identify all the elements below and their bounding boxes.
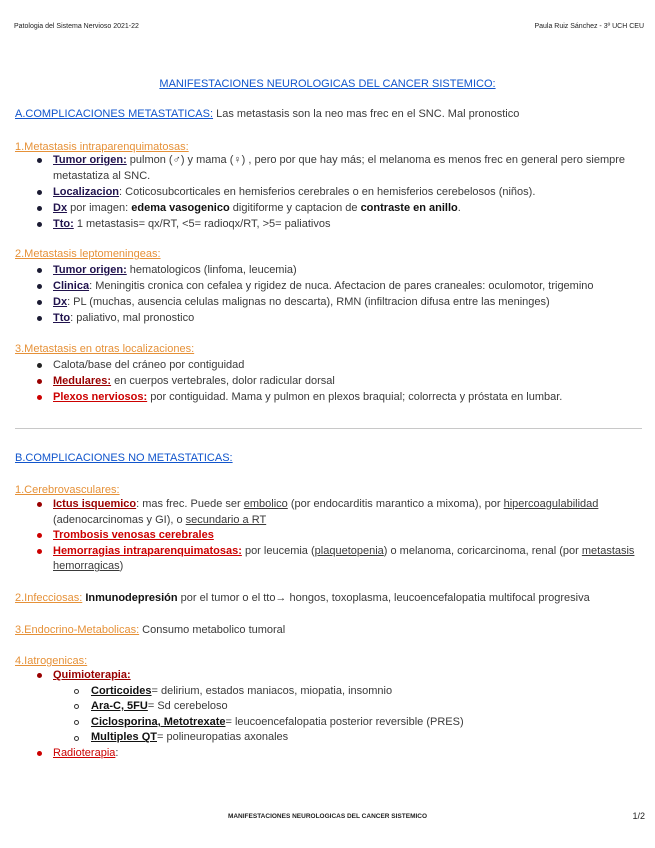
otras-localizaciones-list: [0, 357, 645, 405]
item-bold-text: edema vasogenico: [131, 202, 230, 214]
item-text: por imagen:: [67, 202, 132, 214]
item-label: Trombosis venosas cerebrales: [53, 529, 214, 542]
list-item: [0, 310, 645, 326]
list-item: [0, 746, 645, 762]
item-text: : mas frec. Puede ser: [136, 498, 244, 510]
item-text: por contiguidad. Mama y pulmon en plexos braquial; colorrecta y próstata en lumbar.: [147, 391, 563, 403]
item-text: por leucemia (: [241, 544, 315, 557]
item-underlined-text: hipercoagulabilidad: [503, 498, 599, 510]
list-item: [0, 278, 645, 294]
subitem-label: Multiples QT: [91, 731, 157, 744]
subitem-label: Ara-C, 5FU: [91, 700, 148, 713]
list-item: [0, 373, 645, 389]
leptomeningeas-heading: 2.Metastasis leptomeningeas:: [15, 248, 161, 260]
cerebrovasculares-heading: 1.Cerebrovasculares:: [15, 484, 120, 496]
item-text: (por endocarditis marantico a mixoma), por: [287, 498, 504, 510]
item-label: Tumor origen:: [53, 154, 127, 166]
item-bold-text: contraste en anillo: [360, 202, 458, 214]
endocrino-text: Consumo metabolico tumoral: [139, 624, 286, 636]
endocrino-heading: 3.Endocrino-Metabolicas:: [15, 624, 140, 636]
header-course: Patologia del Sistema Nervioso 2021-22: [14, 23, 139, 30]
item-label: Clinica: [53, 280, 90, 292]
sublist-item: [53, 699, 645, 715]
section-a-intro: [15, 106, 645, 122]
intraparenquimatosas-heading: 1.Metastasis intraparenquimatosas:: [15, 141, 189, 153]
radioterapia-label: Radioterapia: [53, 746, 116, 759]
item-underlined-text: plaquetopenia: [314, 544, 384, 557]
page-number: 1/2: [632, 811, 645, 821]
item-underlined-text: metastasis hemorragicas: [53, 544, 635, 573]
iatrogenicas-list: [0, 668, 645, 762]
item-text: hematologicos (linfoma, leucemia): [126, 264, 297, 276]
subitem-label: Corticoides: [91, 684, 152, 697]
list-item: [0, 152, 645, 184]
list-item: [0, 497, 645, 528]
item-label: Hemorragias intraparenquimatosas:: [53, 544, 242, 557]
section-b-heading: B.COMPLICACIONES NO METASTATICAS:: [15, 452, 233, 464]
item-label: Dx: [53, 202, 68, 214]
item-label: Medulares:: [53, 375, 112, 387]
item-text: :: [115, 746, 119, 759]
list-item: [0, 389, 645, 405]
item-text: 1 metastasis= qx/RT, <5= radioqx/RT, >5= paliativos: [73, 218, 331, 230]
item-label: Dx: [53, 296, 68, 308]
endocrino-paragraph: [15, 622, 645, 638]
footer-title: MANIFESTACIONES NEUROLOGICAS DEL CANCER SISTEMICO: [227, 813, 428, 820]
leptomeningeas-list: [0, 262, 645, 326]
item-text: ): [119, 560, 124, 573]
quimioterapia-label: Quimioterapia:: [53, 669, 131, 681]
header-author: Paula Ruiz Sánchez - 3º UCH CEU: [534, 23, 644, 30]
list-item: [0, 200, 645, 216]
list-item: [0, 294, 645, 310]
subitem-text: = leucoencefalopatia posterior reversible (PRES): [225, 715, 464, 728]
cerebrovasculares-list: [0, 497, 645, 575]
item-underlined-text: secundario a RT: [185, 513, 267, 526]
item-label: Plexos nerviosos:: [53, 391, 148, 403]
item-text: : PL (muchas, ausencia celulas malignas no descarta), RMN (infiltracion difusa entre las meninges): [67, 296, 550, 308]
infecciosas-text: por el tumor o el tto→ hongos, toxoplasma, leucoencefalopatia multifocal progresiva: [177, 592, 590, 604]
list-item: [0, 668, 645, 746]
item-label: Tto: [53, 312, 71, 324]
list-item: [0, 216, 645, 232]
sublist-item: [53, 684, 645, 700]
item-text: Calota/base del cráneo por contiguidad: [53, 359, 245, 371]
section-a-heading: A.COMPLICACIONES METASTATICAS:: [15, 108, 214, 120]
subitem-text: = polineuropatias axonales: [157, 731, 289, 744]
list-item: [0, 357, 645, 373]
section-divider: [15, 428, 642, 429]
document-title: MANIFESTACIONES NEUROLOGICAS DEL CANCER SISTEMICO:: [159, 78, 496, 90]
intraparenquimatosas-list: [0, 152, 645, 232]
item-text: (adenocarcinomas y GI), o: [53, 513, 186, 526]
item-text: ) o melanoma, coricarcinoma, renal (por: [383, 544, 582, 557]
item-label: Ictus isquemico: [53, 498, 137, 510]
item-text: pulmon (♂) y mama (♀) , pero por que hay más; el melanoma es menos frec en general pero siempre metastatiza al SNC.: [53, 154, 626, 182]
infecciosas-paragraph: [15, 590, 645, 606]
item-text: : Coticosubcorticales en hemisferios cerebrales o en hemisferios cerebelosos (niños).: [119, 186, 536, 198]
subitem-label: Ciclosporina, Metotrexate: [91, 715, 226, 728]
subitem-text: = delirium, estados maniacos, miopatia, insomnio: [151, 684, 393, 697]
item-label: Tto:: [53, 218, 74, 230]
list-item: [0, 528, 645, 544]
sublist-item: [53, 715, 645, 731]
item-text: digitiforme y captacion de: [229, 202, 361, 214]
list-item: [0, 262, 645, 278]
item-label: Localizacion: [53, 186, 120, 198]
quimioterapia-sublist: [53, 684, 645, 746]
item-underlined-text: embolico: [243, 498, 288, 510]
item-text: : paliativo, mal pronostico: [70, 312, 195, 324]
infecciosas-heading: 2.Infecciosas:: [15, 592, 83, 604]
item-text: en cuerpos vertebrales, dolor radicular dorsal: [111, 375, 335, 387]
item-text: .: [457, 202, 461, 214]
sublist-item: [53, 730, 645, 746]
list-item: [0, 184, 645, 200]
infecciosas-bold-text: Inmunodepresión: [82, 592, 178, 604]
section-a-text: Las metastasis son la neo mas frec en el SNC. Mal pronostico: [213, 108, 520, 120]
otras-localizaciones-heading: 3.Metastasis en otras localizaciones:: [15, 343, 195, 355]
subitem-text: = Sd cerebeloso: [147, 700, 228, 713]
item-text: : Meningitis cronica con cefalea y rigidez de nuca. Afectacion de pares craneales: oculomotor, trigemino: [89, 280, 594, 292]
item-label: Tumor origen:: [53, 264, 127, 276]
list-item: [0, 544, 645, 575]
iatrogenicas-heading: 4.Iatrogenicas:: [15, 655, 88, 667]
